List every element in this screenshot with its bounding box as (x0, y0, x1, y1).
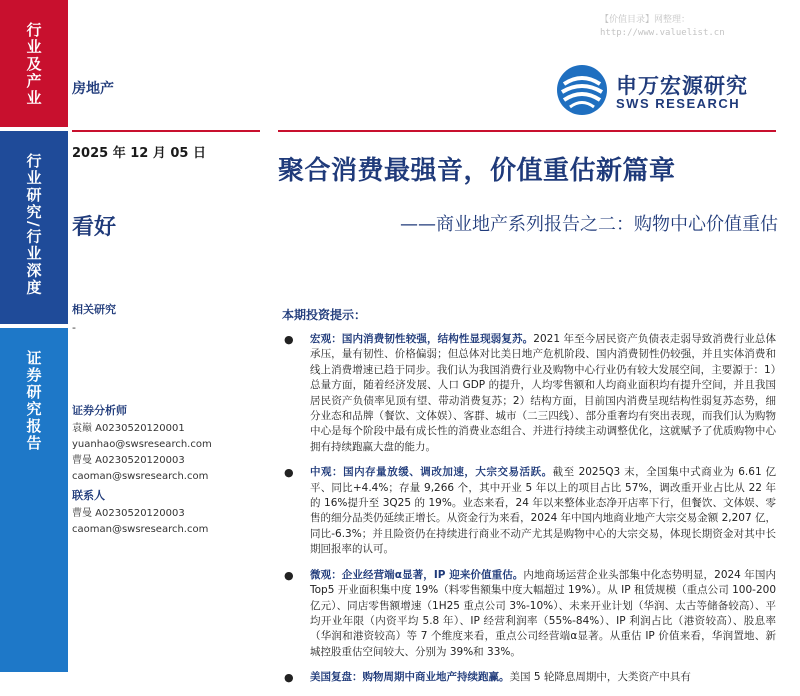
watermark-line: 【价值目录】网整理： (600, 15, 691, 25)
analyst-line: 袁巅 A0230520120001 (72, 423, 185, 434)
contact-email[interactable]: caoman@swsresearch.com (72, 524, 209, 535)
bullet-icon: ● (284, 568, 294, 582)
left-divider (72, 130, 260, 132)
point-heading: 宏观：国内消费韧性较强，结构性显现弱复苏。 (310, 333, 534, 345)
analysts-title: 证券分析师 (72, 404, 127, 417)
point-heading: 中观：国内存量放缓、调改加速，大宗交易活跃。 (310, 466, 553, 479)
watermark (600, 14, 725, 40)
side-tab-label: 行业研究/行业深度 (24, 153, 43, 297)
point-heading: 美国复盘：购物周期中商业地产持续跑赢。 (310, 671, 510, 684)
side-tab-industry (0, 0, 68, 127)
point-body: 2021 年至今居民资产负债表走弱导致消费行业总体承压，量有韧性、价格偏弱；但总体对比美日地产危机阶段、国内消费韧性仍较强，并且实体消费和线上消费增速已趋于同步。我们认为我国消费行业及购物中心行业仍有较大发展空间，主要源于：1）总量方面，随着经济发展、人口 GDP 的提升，人均零售额和人均商业面积均有提升空间，并且我国居民资产负债率见顶有望、带动消费复苏；2）结构方面，目前国内消费呈现结构性弱复苏态势，细分业态和品牌（餐饮、文体娱）、客群、城市（二三四线）、部分重奢均有突出表现，而我们认为购物中心是每个阶段中最有成长性的消费业态组合、并进行持续主动调整优化，这就赋予了优质购物中心拥有持续跑赢大盘的能力。 (310, 333, 777, 453)
logo-cn-text: 申万宏源研究 (616, 74, 748, 98)
analyst-block (72, 402, 268, 538)
point-body: 截至 2025Q3 末，全国集中式商业为 6.61 亿平、同比+4.4%；存量 9,266 个，其中开业 5 年以上的项目占比 57%，调改重开业占比从 22 年的 16%提升至 3Q25 的 19%。业态来看，24 年以来整体业态净开店率下行，但餐饮、文体娱、零售的细分品类仍延续正增长。从资金行为来看，2024 年中国内地商业地产大宗交易金额 2,207 亿，同比-6.3%；并且险资仍在持续进行商业不动产尤其是购物中心的大宗交易，体现长期资金对其中长期回报率的认可。 (310, 466, 776, 556)
side-tab-research-type (0, 131, 68, 324)
analyst-email[interactable]: yuanhao@swsresearch.com (72, 439, 212, 450)
contact-title: 联系人 (72, 489, 105, 502)
sector-label: 房地产 (72, 81, 114, 97)
report-subtitle: ——商业地产系列报告之二：购物中心价值重估 (400, 214, 778, 235)
investment-points (282, 332, 776, 696)
point-item (282, 465, 776, 557)
analyst-email[interactable]: caoman@swsresearch.com (72, 471, 209, 482)
bullet-icon: ● (284, 466, 294, 480)
sws-logo-icon (556, 64, 608, 116)
point-body: 美国 5 轮降息周期中，大类资产中具有 (509, 671, 691, 684)
report-date: 2025 年 12 月 05 日 (72, 146, 206, 161)
point-item (282, 670, 776, 685)
analyst-line: 曹曼 A0230520120003 (72, 455, 185, 466)
sws-logo (556, 64, 776, 118)
related-research-value: - (72, 321, 76, 334)
related-research-title: 相关研究 (72, 303, 116, 316)
point-item (282, 568, 776, 660)
logo-en-text: SWS RESEARCH (616, 96, 741, 111)
side-tab-label: 行业及产业 (24, 22, 43, 107)
contact-line: 曹曼 A0230520120003 (72, 508, 185, 519)
header-divider (278, 130, 776, 132)
bullet-icon: ● (284, 333, 294, 346)
bullet-icon: ● (284, 671, 294, 685)
side-strip (0, 0, 68, 672)
point-heading: 微观：企业经营端α显著，IP 迎来价值重估。 (310, 568, 524, 581)
watermark-url: http://www.valuelist.cn (600, 28, 725, 38)
points-title: 本期投资提示： (282, 308, 367, 322)
side-tab-report-type (0, 328, 68, 672)
side-tab-label: 证券研究报告 (24, 350, 43, 452)
point-body: 内地商场运营企业头部集中化态势明显，2024 年国内 Top5 开业面积集中度 19%（料零售额集中度大幅超过 19%）。从 IP 租赁规模（重点公司 100-200 亿元）、同店零售额增速（1H25 重点公司 3%-10%）、未来开业计划（华润、太古等储备较高）、平均开业年限（内资平均 5.8 年）、IP 经营利润率（55%-84%）、IP 利润占比（港资较高）、股息率（华润和港资较高）等 7 个维度来看，重点公司经营端α显著。从重估 IP 价值来看，华润置地、新城控股重估空间较大、分别为 39%和 33%。 (310, 568, 776, 658)
report-title: 聚合消费最强音，价值重估新篇章 (278, 156, 676, 186)
rating: 看好 (72, 215, 117, 240)
point-item (282, 332, 776, 455)
